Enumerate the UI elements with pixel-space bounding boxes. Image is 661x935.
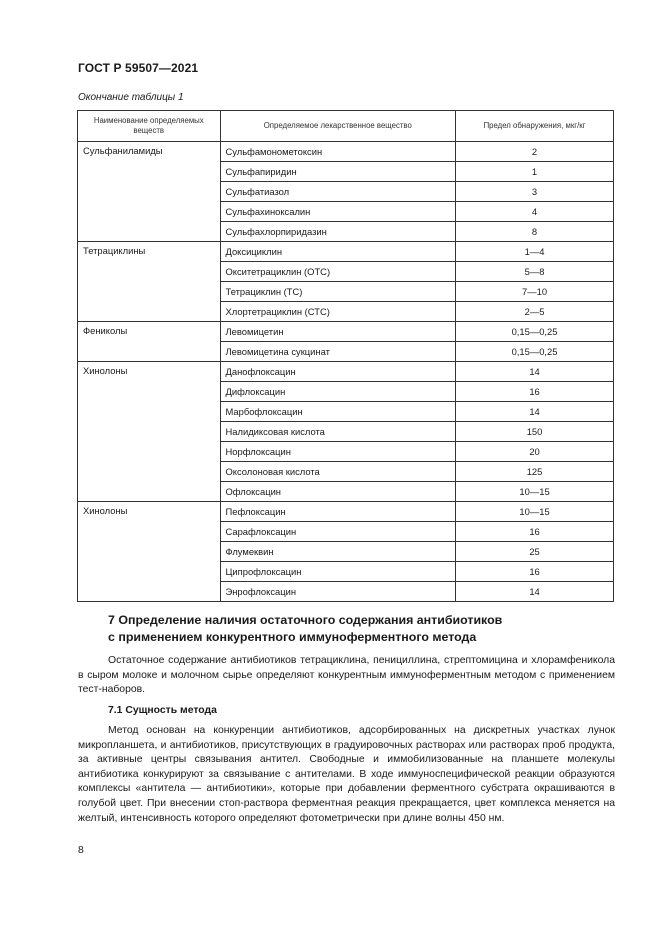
detection-limits-table (77, 110, 614, 602)
detection-limit-cell: 14 (456, 362, 614, 382)
table-row (78, 362, 614, 382)
page-number: 8 (78, 845, 84, 856)
paragraph-method: Метод основан на конкуренции антибиотиков, адсорбированных на дискретных участках лунок микропланшета, и антибиотиков, присутствующих в градуировочных растворах или растворах проб продукта, за активные центры связывания антител. Свободные и иммобилизованные на планшете молекулы антибиотика конкурируют за связывание с антителами. В ходе иммуноспецифической реакции образуются комплексы «антитела — антибиотики», которые при добавлении ферментного субстрата окрашиваются в голубой цвет. При внесении стоп-раствора ферментная реакция прекращается, цвет комплекса меняется на желтый, интенсивность которого определяют фотометрически при длине волны 450 нм. (78, 725, 615, 824)
header-detection-limit: Предел обнаружения, мкг/кг (456, 111, 614, 142)
drug-cell: Данофлоксацин (220, 362, 456, 382)
drug-cell: Сульфапиридин (220, 162, 456, 182)
subsection-title: 7.1 Сущность метода (108, 705, 217, 716)
detection-limit-cell: 10—15 (456, 482, 614, 502)
substance-group-cell: Сульфаниламиды (78, 142, 221, 242)
substance-group-cell: Хинолоны (78, 502, 221, 602)
drug-cell: Левомицетин (220, 322, 456, 342)
drug-cell: Сульфатиазол (220, 182, 456, 202)
detection-limit-cell: 125 (456, 462, 614, 482)
substance-group-cell: Тетрациклины (78, 242, 221, 322)
drug-cell: Хлортетрациклин (СТС) (220, 302, 456, 322)
drug-cell: Левомицетина сукцинат (220, 342, 456, 362)
substance-group-cell: Хинолоны (78, 362, 221, 502)
section-title-line1: 7 Определение наличия остаточного содержания антибиотиков (108, 613, 503, 627)
table-row (78, 142, 614, 162)
drug-cell: Дифлоксацин (220, 382, 456, 402)
detection-limit-cell: 16 (456, 562, 614, 582)
detection-limit-cell: 1 (456, 162, 614, 182)
drug-cell: Тетрациклин (ТС) (220, 282, 456, 302)
detection-limit-cell: 4 (456, 202, 614, 222)
table-caption: Окончание таблицы 1 (78, 92, 184, 103)
table-body (78, 142, 614, 602)
table-row (78, 502, 614, 522)
table-row (78, 242, 614, 262)
table-header-row (78, 111, 614, 142)
detection-limit-cell: 16 (456, 522, 614, 542)
drug-cell: Сульфамонометоксин (220, 142, 456, 162)
drug-cell: Энрофлоксацин (220, 582, 456, 602)
drug-cell: Сарафлоксацин (220, 522, 456, 542)
document-header: ГОСТ Р 59507—2021 (78, 61, 199, 75)
drug-cell: Марбофлоксацин (220, 402, 456, 422)
drug-cell: Пефлоксацин (220, 502, 456, 522)
detection-limit-cell: 10—15 (456, 502, 614, 522)
detection-limit-cell: 7—10 (456, 282, 614, 302)
header-substance-group: Наименование определяемых веществ (78, 111, 221, 142)
detection-limit-cell: 8 (456, 222, 614, 242)
detection-limit-cell: 14 (456, 582, 614, 602)
detection-limit-cell: 1—4 (456, 242, 614, 262)
drug-cell: Доксициклин (220, 242, 456, 262)
detection-limit-cell: 20 (456, 442, 614, 462)
detection-limit-cell: 5—8 (456, 262, 614, 282)
detection-limit-cell: 150 (456, 422, 614, 442)
detection-limit-cell: 14 (456, 402, 614, 422)
drug-cell: Сульфахиноксалин (220, 202, 456, 222)
drug-cell: Налидиксовая кислота (220, 422, 456, 442)
drug-cell: Флумеквин (220, 542, 456, 562)
detection-limit-cell: 0,15—0,25 (456, 322, 614, 342)
detection-limit-cell: 2—5 (456, 302, 614, 322)
detection-limit-cell: 0,15—0,25 (456, 342, 614, 362)
detection-limit-cell: 2 (456, 142, 614, 162)
section-title (108, 612, 608, 646)
drug-cell: Офлоксацин (220, 482, 456, 502)
detection-limit-cell: 3 (456, 182, 614, 202)
header-drug: Определяемое лекарственное вещество (220, 111, 456, 142)
drug-cell: Оксолоновая кислота (220, 462, 456, 482)
drug-cell: Окситетрациклин (ОТС) (220, 262, 456, 282)
drug-cell: Норфлоксацин (220, 442, 456, 462)
substance-group-cell: Фениколы (78, 322, 221, 362)
table-row (78, 322, 614, 342)
detection-limit-cell: 16 (456, 382, 614, 402)
drug-cell: Сульфахлорпиридазин (220, 222, 456, 242)
section-title-line2: с применением конкурентного иммуноферментного метода (108, 630, 477, 644)
drug-cell: Ципрофлоксацин (220, 562, 456, 582)
detection-limit-cell: 25 (456, 542, 614, 562)
paragraph-intro: Остаточное содержание антибиотиков тетрациклина, пенициллина, стрептомицина и хлорамфеникола в сыром молоке и молочном сырье определяют конкурентным иммуноферментным методом с применением тест-наборов. (78, 655, 615, 696)
